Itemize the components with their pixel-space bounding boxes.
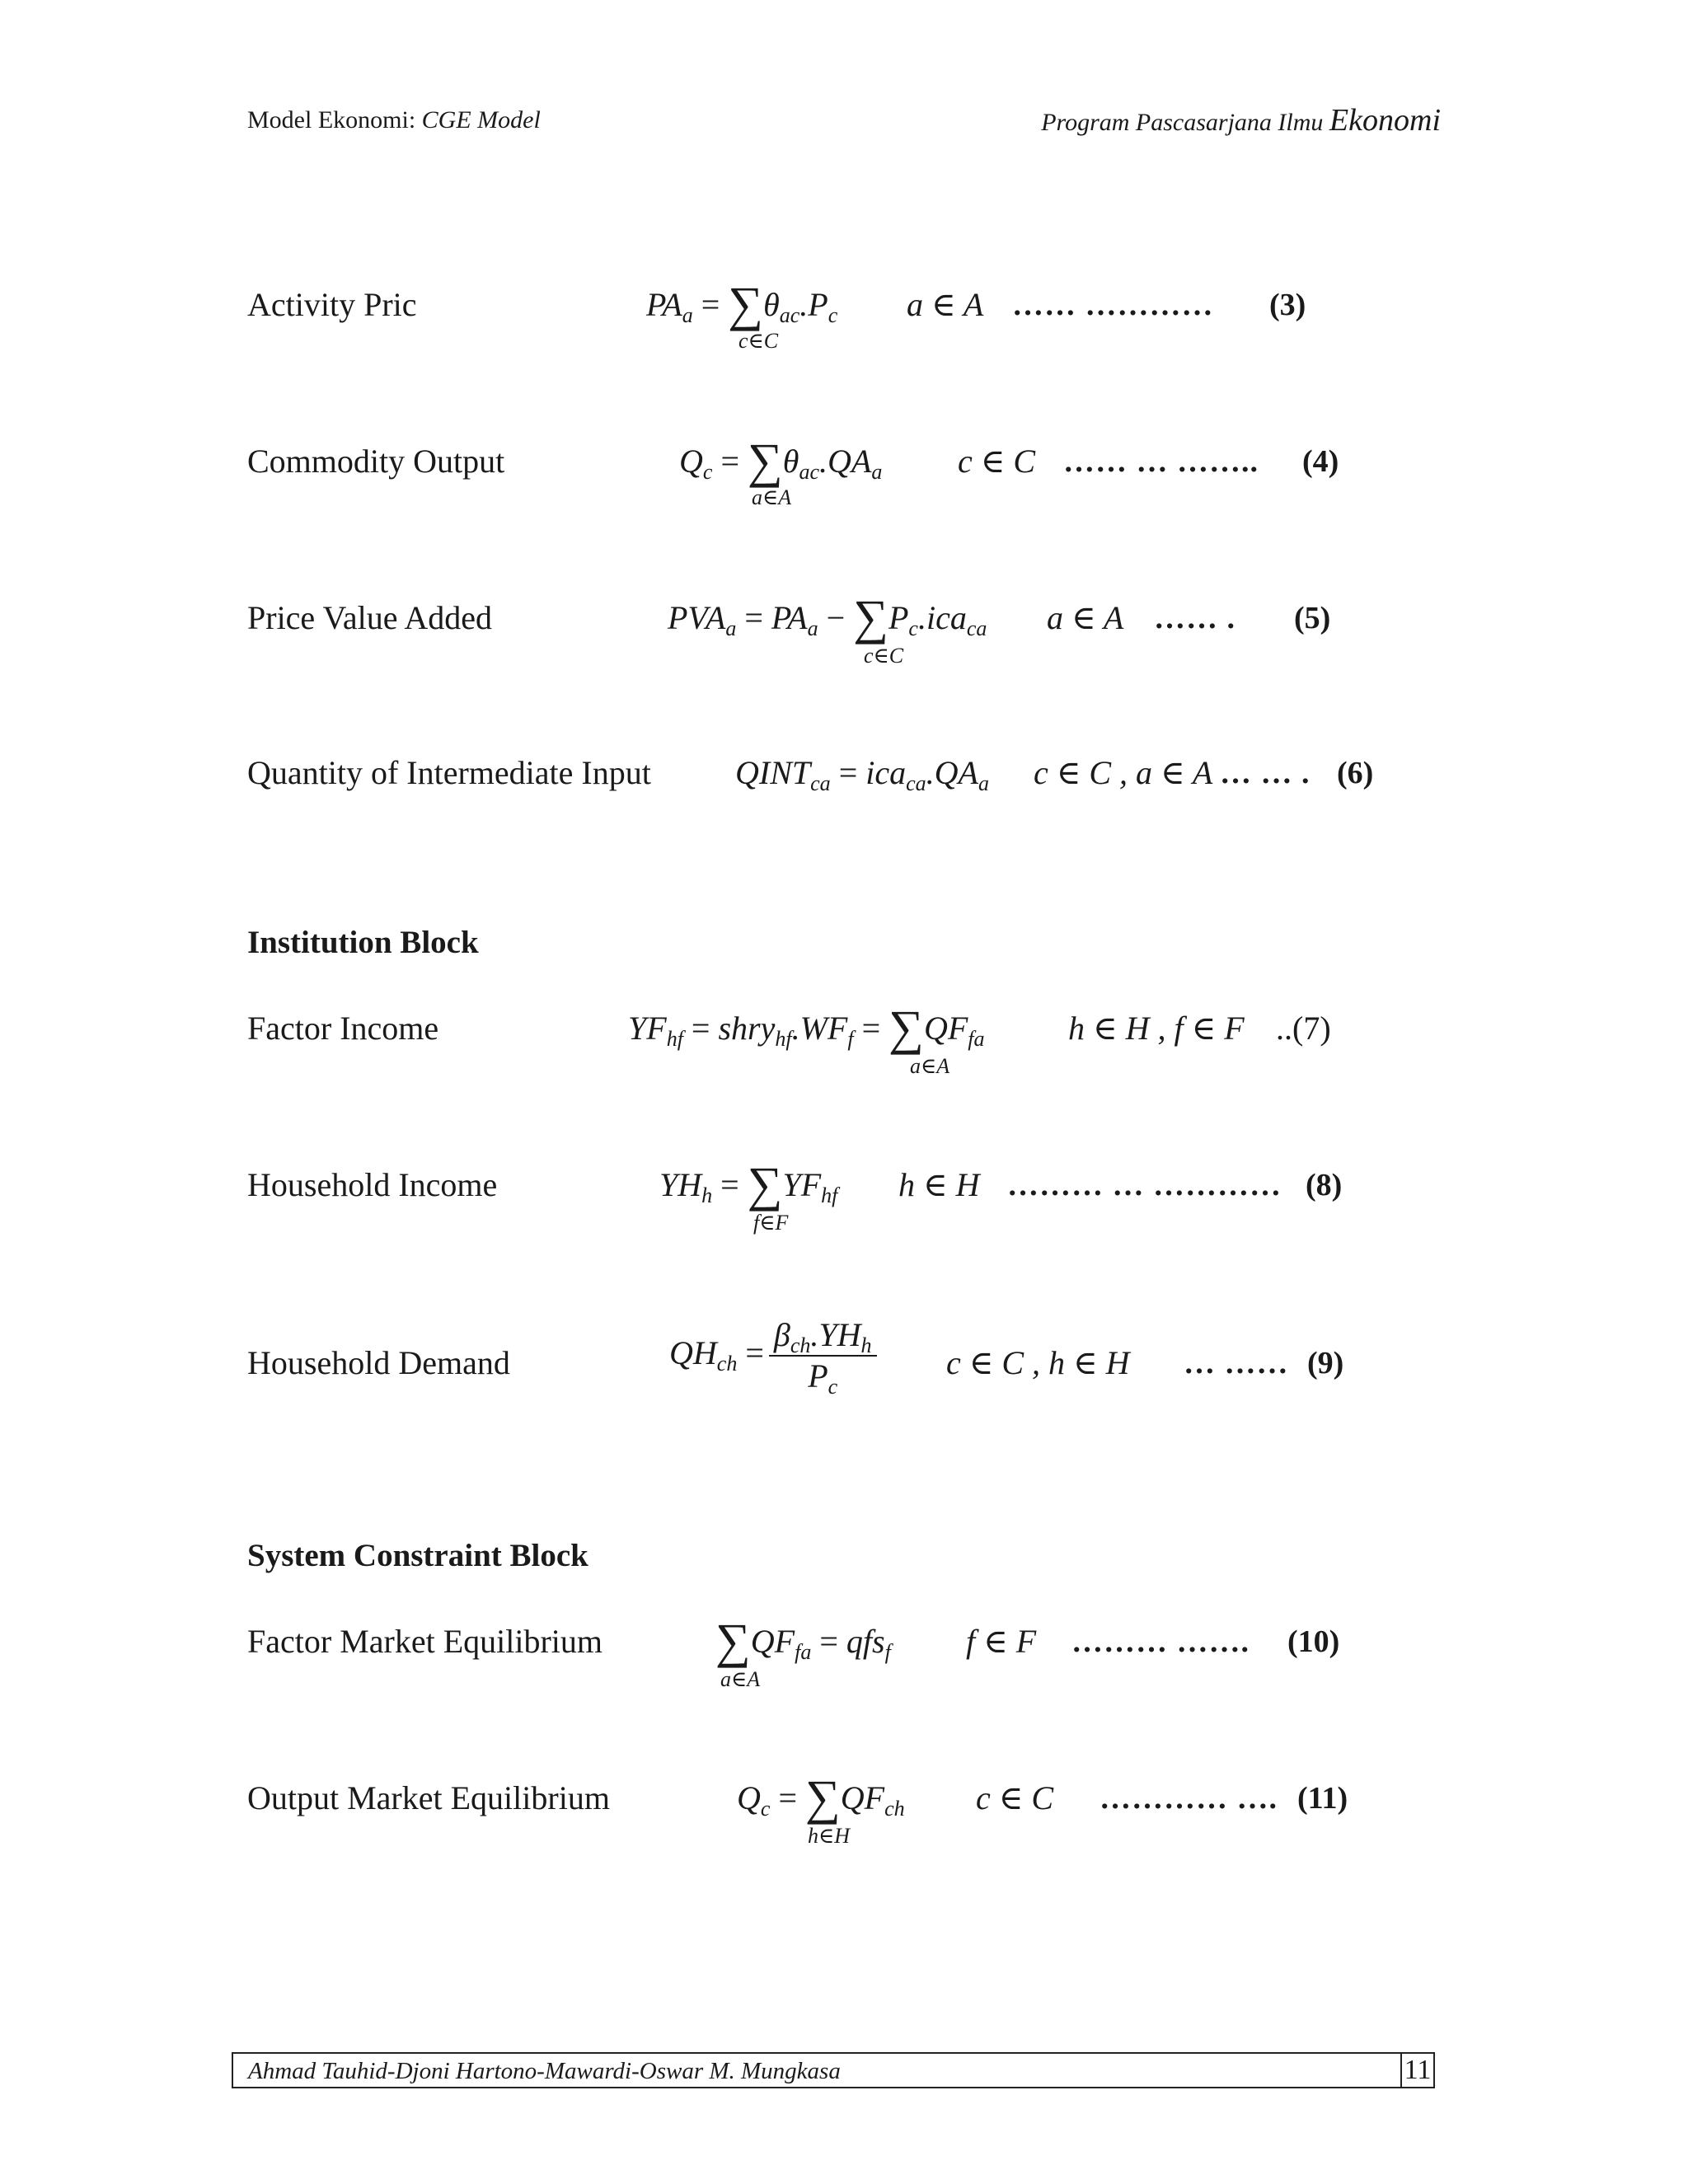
footer-authors: Ahmad Tauhid-Djoni Hartono-Mawardi-Oswar M. Mungkasa	[248, 2058, 841, 2084]
header-ekonomi: Ekonomi	[1329, 103, 1441, 138]
eq4-sum-index: a∈A	[752, 485, 792, 509]
eq5-number: (5)	[1294, 601, 1331, 635]
running-header-left	[247, 105, 541, 135]
page-footer	[232, 2052, 1435, 2088]
eq8-leader-dots: ……… … …………	[1007, 1168, 1282, 1202]
eq8-set: h ∈ H	[898, 1166, 980, 1203]
eq9-set: c ∈ C , h ∈ H	[946, 1344, 1130, 1381]
eq8-label: Household Income	[247, 1166, 498, 1203]
eq11-formula: $Q_c = \sum QF_{ch}$	[737, 1770, 905, 1825]
eq10-set: f ∈ F	[966, 1623, 1037, 1660]
page-number: 11	[1400, 2054, 1433, 2087]
section-system-constraint-block: System Constraint Block	[247, 1538, 588, 1573]
eq6-formula: $QINT_{ca} = ica_{ca}.QA_a$	[735, 754, 989, 795]
eq4-formula: $Q_c = \sum\theta_{ac}.QA_a$	[679, 434, 883, 488]
eq3-formula: $PA_a = \sum\theta_{ac}.P_c$	[646, 277, 838, 331]
eq7-number: ..(7)	[1276, 1010, 1331, 1047]
header-model: CGE Model	[421, 106, 541, 134]
eq3-number: (3)	[1269, 288, 1306, 322]
eq5-leader-dots: …… .	[1154, 601, 1236, 635]
eq10-leader-dots: ……… …….	[1071, 1624, 1250, 1659]
eq6-set: c ∈ C , a ∈ A	[1034, 754, 1213, 791]
eq9-label: Household Demand	[247, 1344, 510, 1381]
eq11-set: c ∈ C	[976, 1779, 1054, 1816]
eq11-label: Output Market Equilibrium	[247, 1779, 610, 1816]
eq3-leader-dots: …… …………	[1012, 288, 1214, 322]
eq5-formula: $PVA_a = PA_a - \sum P_c.ica_{ca}$	[668, 590, 987, 644]
eq3-label: Activity Pric	[247, 286, 417, 323]
eq10-label: Factor Market Equilibrium	[247, 1623, 603, 1660]
eq4-number: (4)	[1302, 444, 1339, 479]
eq7-set: h ∈ H , f ∈ F	[1068, 1010, 1245, 1047]
eq11-number: (11)	[1297, 1781, 1348, 1816]
section-institution-block: Institution Block	[247, 925, 479, 960]
eq5-sum-index: c∈C	[864, 644, 904, 668]
running-header-right	[1041, 105, 1441, 138]
eq6-leader-dots: … … .	[1220, 756, 1311, 790]
eq8-formula: $YH_h = \sum YF_{hf}$	[659, 1157, 838, 1212]
eq6-number: (6)	[1337, 756, 1374, 790]
eq11-sum-index: h∈H	[808, 1824, 851, 1848]
eq5-label: Price Value Added	[247, 599, 492, 636]
eq9-formula: $QH_{ch}$ = $\frac{\beta_{ch}.YH_h}{P_c}$	[669, 1319, 882, 1394]
eq7-sum-index: a∈A	[910, 1054, 950, 1078]
eq10-number: (10)	[1287, 1624, 1340, 1659]
eq4-leader-dots: …… … ……..	[1063, 444, 1259, 479]
eq5-set: a ∈ A	[1047, 599, 1124, 636]
eq10-formula: $\sum QF_{fa} = qfs_f$	[715, 1614, 891, 1668]
eq7-label: Factor Income	[247, 1010, 439, 1047]
eq9-fraction: $\frac{\beta_{ch}.YH_h}{P_c}$	[769, 1319, 877, 1394]
eq3-set: a ∈ A	[907, 286, 984, 323]
header-program: Program Pascasarjana Ilmu	[1041, 109, 1329, 136]
eq10-sum-index: a∈A	[720, 1667, 761, 1691]
eq4-label: Commodity Output	[247, 443, 505, 480]
eq7-formula: $YF_{hf}$ = $shry_{hf}.WF_f = \sum QF_{fa}$	[628, 1001, 985, 1055]
eq8-number: (8)	[1306, 1168, 1343, 1202]
eq9-number: (9)	[1307, 1346, 1344, 1380]
eq11-leader-dots: ………… ….	[1100, 1781, 1278, 1816]
header-prefix: Model Ekonomi:	[247, 106, 422, 134]
eq3-sum-index: c∈C	[738, 329, 779, 353]
eq8-sum-index: f∈F	[753, 1211, 789, 1235]
eq6-label: Quantity of Intermediate Input	[247, 754, 651, 791]
eq4-set: c ∈ C	[958, 443, 1036, 480]
eq9-leader-dots: … ……	[1184, 1346, 1289, 1380]
